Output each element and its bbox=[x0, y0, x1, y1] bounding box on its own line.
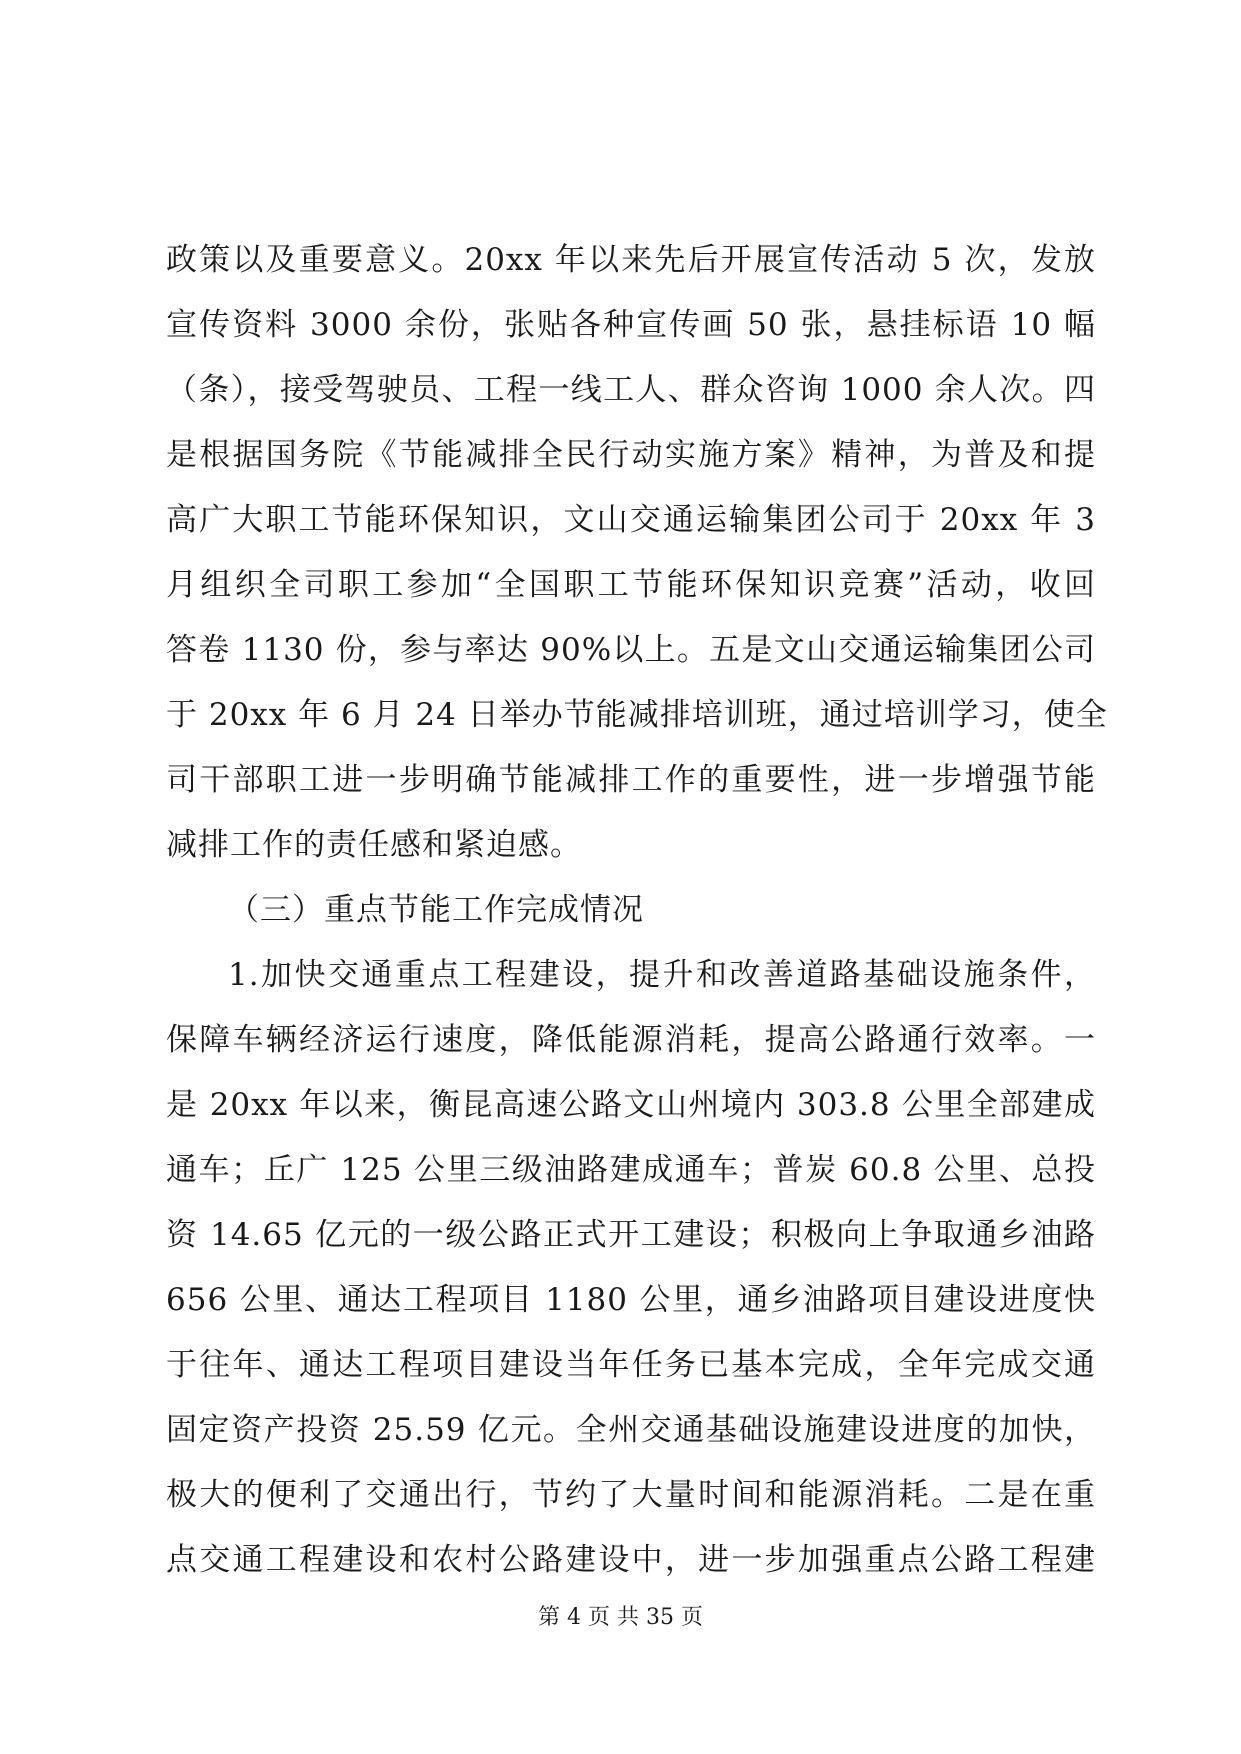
page-number-footer: 第 4 页 共 35 页 bbox=[538, 1605, 703, 1630]
text-line: 于往年、通达工程项目建设当年任务已基本完成，全年完成交通 bbox=[166, 1347, 1096, 1383]
text-line: 固定资产投资 25.59 亿元。全州交通基础设施建设进度的加快， bbox=[166, 1412, 1096, 1448]
text-line: 点交通工程建设和农村公路建设中，进一步加强重点公路工程建 bbox=[166, 1542, 1096, 1578]
text-line: 是 20xx 年以来，衡昆高速公路文山州境内 303.8 公里全部建成 bbox=[166, 1087, 1096, 1123]
text-line: （条），接受驾驶员、工程一线工人、群众咨询 1000 余人次。四 bbox=[166, 372, 1096, 408]
text-line: 是根据国务院《节能减排全民行动实施方案》精神，为普及和提 bbox=[166, 437, 1096, 473]
text-line: 答卷 1130 份，参与率达 90%以上。五是文山交通运输集团公司 bbox=[166, 632, 1096, 668]
text-line: 656 公里、通达工程项目 1180 公里，通乡油路项目建设进度快 bbox=[166, 1282, 1096, 1318]
text-line: 1.加快交通重点工程建设，提升和改善道路基础设施条件， bbox=[228, 957, 1096, 993]
text-line: 通车；丘广 125 公里三级油路建成通车；普炭 60.8 公里、总投 bbox=[166, 1152, 1096, 1188]
text-line: 保障车辆经济运行速度，降低能源消耗，提高公路通行效率。一 bbox=[166, 1022, 1096, 1058]
text-line: 司干部职工进一步明确节能减排工作的重要性，进一步增强节能 bbox=[166, 762, 1096, 798]
text-line: 宣传资料 3000 余份，张贴各种宣传画 50 张，悬挂标语 10 幅 bbox=[166, 307, 1096, 343]
section-heading: （三）重点节能工作完成情况 bbox=[228, 892, 644, 928]
text-line: 月组织全司职工参加“全国职工节能环保知识竞赛”活动，收回 bbox=[166, 567, 1096, 603]
document-body bbox=[166, 228, 1108, 1593]
text-line: 于 20xx 年 6 月 24 日举办节能减排培训班，通过培训学习，使全 bbox=[166, 697, 1108, 733]
text-line: 政策以及重要意义。20xx 年以来先后开展宣传活动 5 次，发放 bbox=[166, 242, 1096, 278]
text-line: 资 14.65 亿元的一级公路正式开工建设；积极向上争取通乡油路 bbox=[166, 1217, 1096, 1253]
text-line: 极大的便利了交通出行，节约了大量时间和能源消耗。二是在重 bbox=[166, 1477, 1096, 1513]
text-line: 减排工作的责任感和紧迫感。 bbox=[166, 827, 582, 863]
text-line: 高广大职工节能环保知识，文山交通运输集团公司于 20xx 年 3 bbox=[166, 502, 1096, 538]
